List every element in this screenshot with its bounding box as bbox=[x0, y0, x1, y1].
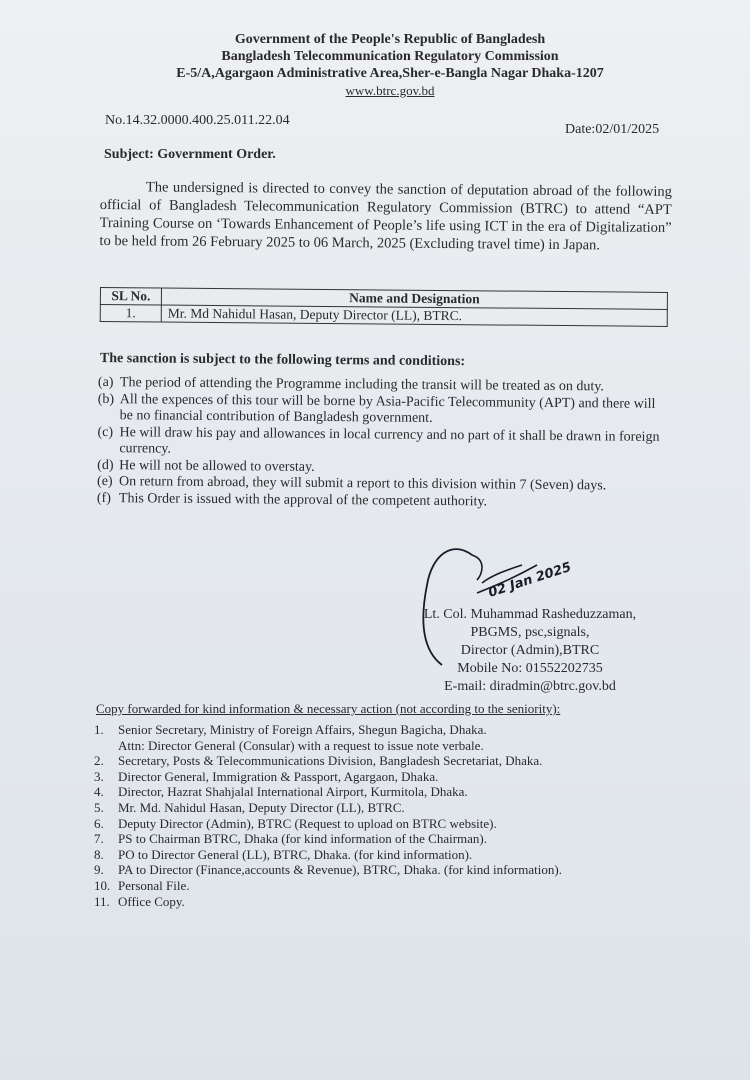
terms-list bbox=[97, 375, 670, 512]
list-item bbox=[94, 753, 562, 769]
list-number: 5. bbox=[94, 799, 104, 815]
list-text: Deputy Director (Admin), BTRC (Request to upload on BTRC website). bbox=[118, 815, 497, 831]
cell-sl: 1. bbox=[100, 305, 161, 323]
letterhead-commission: Bangladesh Telecommunication Regulatory Commission bbox=[221, 49, 559, 64]
column-header-name: Name and Designation bbox=[161, 288, 667, 309]
list-number: 2. bbox=[94, 753, 104, 769]
term-label: (f) bbox=[96, 490, 111, 506]
list-number: 8. bbox=[94, 846, 104, 862]
signature-block bbox=[410, 606, 650, 696]
list-item bbox=[94, 831, 562, 847]
term-label: (e) bbox=[97, 473, 113, 490]
term-label: (c) bbox=[97, 424, 114, 440]
list-item bbox=[94, 862, 562, 878]
term-text: He will draw his pay and allowances in local currency and no part of it shall be drawn in foreign currency. bbox=[119, 424, 660, 457]
letterhead-address: E-5/A,Agargaon Administrative Area,Sher-e-Bangla Nagar Dhaka-1207 bbox=[176, 66, 604, 81]
memo-number: No.14.32.0000.400.25.011.22.04 bbox=[105, 113, 290, 128]
list-text: Office Copy. bbox=[118, 893, 185, 909]
list-number: 1. bbox=[94, 722, 104, 737]
term-text: This Order is issued with the approval of the competent authority. bbox=[118, 490, 488, 509]
list-item bbox=[94, 878, 562, 894]
list-text: Director General, Immigration & Passport, Agargaon, Dhaka. bbox=[118, 768, 439, 784]
list-item bbox=[94, 800, 562, 816]
term-label: (b) bbox=[97, 391, 115, 407]
copy-list bbox=[94, 722, 562, 909]
copy-forwarded-heading: Copy forwarded for kind information & necessary action (not according to the seniority): bbox=[96, 701, 561, 716]
term-text: All the expences of this tour will be borne by Asia-Pacific Telecommunity (APT) and there will be no financial contribution of Bangladesh government. bbox=[119, 391, 656, 426]
list-text: Personal File. bbox=[118, 877, 190, 893]
list-subtext: Attn: Director General (Consular) with a request to issue note verbale. bbox=[118, 737, 484, 753]
list-item bbox=[94, 722, 562, 753]
term-label: (a) bbox=[97, 375, 114, 391]
list-text: PO to Director General (LL), BTRC, Dhaka. (for kind information). bbox=[118, 846, 473, 862]
list-text: Mr. Md. Nahidul Hasan, Deputy Director (LL), BTRC. bbox=[118, 799, 405, 815]
signatory-designation: Director (Admin),BTRC bbox=[460, 643, 600, 658]
list-number: 4. bbox=[94, 784, 104, 800]
signatory-email: E-mail: diradmin@btrc.gov.bd bbox=[444, 679, 616, 694]
list-text: Director, Hazrat Shahjalal International Airport, Kurmitola, Dhaka. bbox=[118, 784, 468, 800]
list-number: 7. bbox=[94, 831, 104, 847]
term-text: He will not be allowed to overstay. bbox=[119, 457, 315, 475]
list-text: Senior Secretary, Ministry of Foreign Affairs, Shegun Bagicha, Dhaka. bbox=[118, 722, 487, 737]
list-number: 10. bbox=[94, 877, 111, 893]
table-row bbox=[100, 305, 667, 327]
list-item bbox=[94, 784, 562, 800]
signature-date: 02 Jan 2025 bbox=[486, 559, 574, 601]
signatory-credentials: PBGMS, psc,signals, bbox=[470, 625, 590, 640]
term-item bbox=[98, 391, 670, 429]
list-item bbox=[94, 769, 562, 785]
list-text: Secretary, Posts & Telecommunications Division, Bangladesh Secretariat, Dhaka. bbox=[118, 753, 543, 769]
list-item bbox=[94, 894, 562, 910]
letterhead-government: Government of the People's Republic of Bangladesh bbox=[234, 32, 546, 47]
cell-name: Mr. Md Nahidul Hasan, Deputy Director (LL), BTRC. bbox=[161, 305, 667, 326]
website-link[interactable]: www.btrc.gov.bd bbox=[345, 83, 435, 98]
signatory-name: Lt. Col. Muhammad Rasheduzzaman, bbox=[423, 607, 637, 622]
body-paragraph: The undersigned is directed to convey the sanction of deputation abroad of the following official of Bangladesh Telecommunication Regulatory Commission (BTRC) to attend “APT Training Course on ‘Towards Enhancement of People’s life using ICT in the era of Digitalization” to be held from 26 February 2025 to 06 March, 2025 (Excluding travel time) in Japan. bbox=[99, 179, 672, 254]
terms-heading: The sanction is subject to the following terms and conditions: bbox=[99, 351, 466, 370]
list-number: 6. bbox=[94, 815, 104, 831]
signatory-mobile: Mobile No: 01552202735 bbox=[457, 661, 603, 676]
list-number: 9. bbox=[94, 862, 104, 878]
letterhead bbox=[0, 31, 750, 99]
list-text: PS to Chairman BTRC, Dhaka (for kind information of the Chairman). bbox=[118, 831, 487, 847]
issue-date: Date:02/01/2025 bbox=[565, 122, 660, 137]
list-text: PA to Director (Finance,accounts & Revenue), BTRC, Dhaka. (for kind information). bbox=[118, 862, 562, 878]
official-table bbox=[100, 287, 668, 327]
term-text: On return from abroad, they will submit a report to this division within 7 (Seven) days. bbox=[119, 474, 607, 494]
column-header-sl: SL No. bbox=[100, 288, 161, 306]
list-item bbox=[94, 816, 562, 832]
term-text: The period of attending the Programme including the transit will be treated as on duty. bbox=[119, 375, 604, 395]
term-label: (d) bbox=[97, 457, 114, 473]
list-number: 3. bbox=[94, 768, 104, 784]
list-number: 11. bbox=[94, 893, 110, 909]
term-item bbox=[97, 424, 669, 462]
subject-line: Subject: Government Order. bbox=[104, 147, 276, 162]
list-item bbox=[94, 847, 562, 863]
